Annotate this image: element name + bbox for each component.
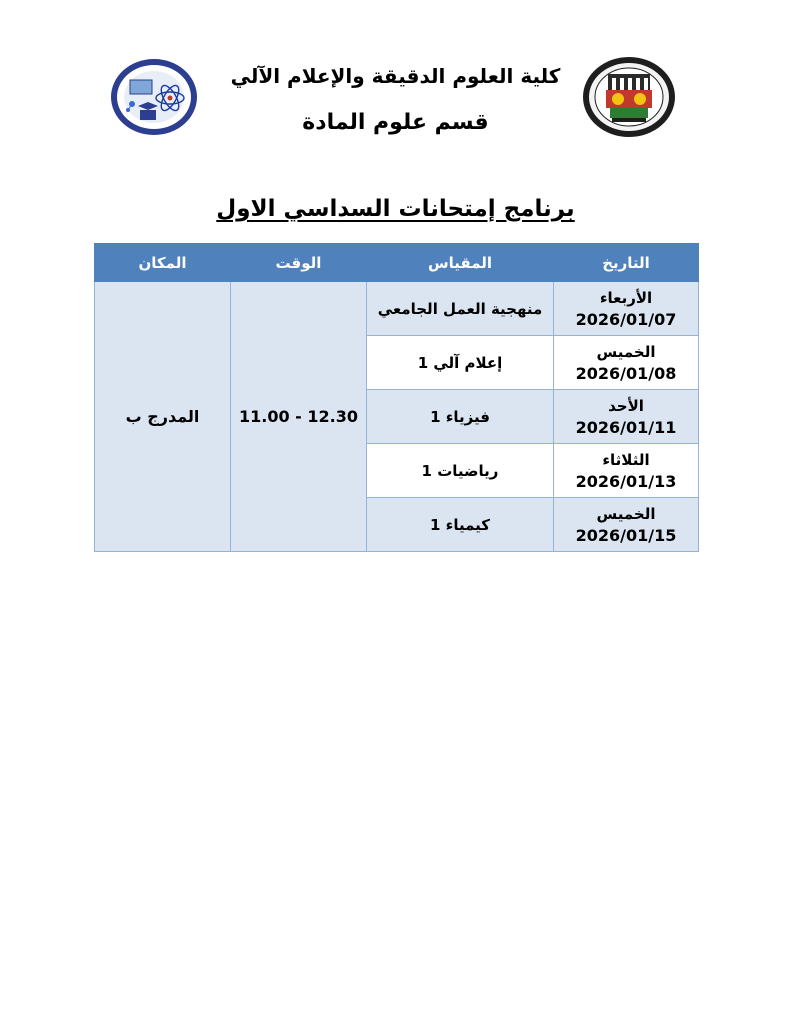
exam-day: الأحد — [608, 396, 644, 415]
exam-day: الخميس — [596, 504, 656, 523]
column-header-time: الوقت — [231, 244, 367, 282]
exam-date: 2026/01/07 — [575, 309, 677, 329]
exam-module: فيزياء 1 — [367, 390, 554, 444]
exam-module: كيمياء 1 — [367, 498, 554, 552]
column-header-place: المكان — [95, 244, 231, 282]
exam-date-cell — [554, 498, 699, 552]
exam-module: منهجية العمل الجامعي — [367, 282, 554, 336]
exam-module: إعلام آلي 1 — [367, 336, 554, 390]
column-header-module: المقياس — [367, 244, 554, 282]
exam-day: الثلاثاء — [602, 450, 650, 469]
exam-date: 2026/01/11 — [575, 417, 677, 437]
exam-date-cell — [554, 444, 699, 498]
exam-day: الأربعاء — [599, 288, 653, 307]
exam-date: 2026/01/13 — [575, 471, 677, 491]
exam-date: 2026/01/08 — [575, 363, 677, 383]
exam-place: المدرج ب — [95, 282, 231, 552]
table-header-row — [95, 244, 699, 282]
faculty-name: كلية العلوم الدقيقة والإعلام الآلي — [230, 64, 561, 88]
department-name: قسم علوم المادة — [302, 110, 489, 135]
exam-time — [231, 282, 367, 552]
exam-module: رياضيات 1 — [367, 444, 554, 498]
schedule-title: برنامج إمتحانات السداسي الاول — [216, 196, 575, 222]
table-row — [95, 282, 699, 336]
column-header-date: التاريخ — [554, 244, 699, 282]
exam-date-cell — [554, 336, 699, 390]
exam-day: الخميس — [596, 342, 656, 361]
exam-schedule-table — [94, 243, 699, 552]
exam-time-text: 11.00 - 12.30 — [239, 407, 358, 426]
exam-date: 2026/01/15 — [575, 525, 677, 545]
exam-date-cell — [554, 282, 699, 336]
exam-date-cell — [554, 390, 699, 444]
